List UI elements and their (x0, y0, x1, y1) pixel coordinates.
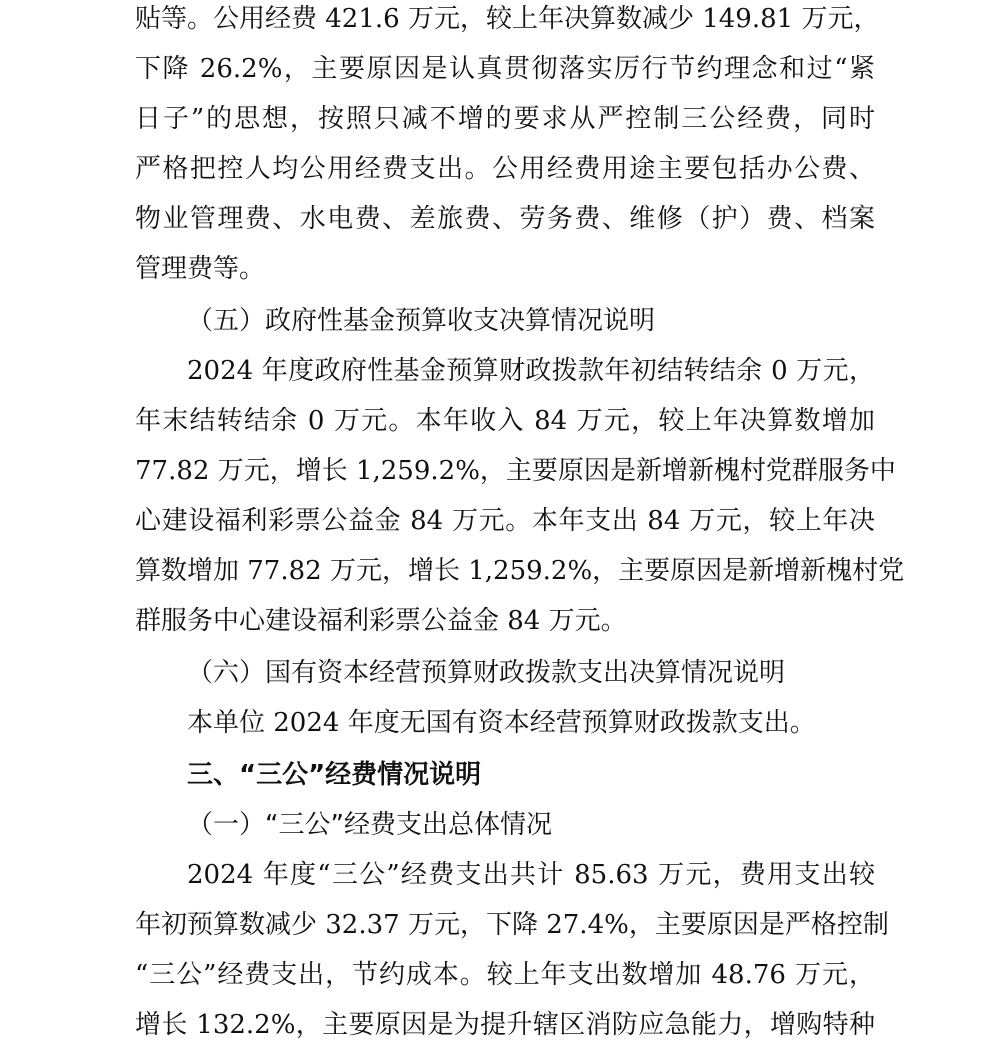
paragraph-line: 77.82 万元，增长 1,259.2%，主要原因是新增新槐村党群服务中 (135, 456, 896, 486)
paragraph-line: 增长 132.2%，主要原因是为提升辖区消防应急能力，增购特种 (135, 1010, 875, 1040)
paragraph-line: 2024 年度政府性基金预算财政拨款年初结转结余 0 万元， (187, 356, 875, 386)
paragraph-line: 本单位 2024 年度无国有资本经营预算财政拨款支出。 (187, 708, 816, 738)
paragraph-line: 群服务中心建设福利彩票公益金 84 万元。 (135, 606, 627, 636)
paragraph-line: 日子”的思想，按照只减不增的要求从严控制三公经费，同时 (135, 104, 875, 134)
paragraph-line: 2024 年度“三公”经费支出共计 85.63 万元，费用支出较 (187, 860, 875, 890)
paragraph-line: 算数增加 77.82 万元，增长 1,259.2%，主要原因是新增新槐村党 (135, 556, 905, 586)
paragraph-line: 严格把控人均公用经费支出。公用经费用途主要包括办公费、 (135, 154, 875, 184)
paragraph-line: 贴等。公用经费 421.6 万元，较上年决算数减少 149.81 万元， (135, 4, 880, 34)
paragraph-line: “三公”经费支出，节约成本。较上年支出数增加 48.76 万元， (135, 960, 875, 990)
section-heading-one: （一）“三公”经费支出总体情况 (187, 810, 552, 840)
paragraph-line: 心建设福利彩票公益金 84 万元。本年支出 84 万元，较上年决 (135, 506, 875, 536)
paragraph-line: 物业管理费、水电费、差旅费、劳务费、维修（护）费、档案 (135, 204, 875, 234)
section-heading-six: （六）国有资本经营预算财政拨款支出决算情况说明 (187, 658, 786, 688)
section-heading-five: （五）政府性基金预算收支决算情况说明 (187, 306, 656, 336)
paragraph-line: 年初预算数减少 32.37 万元，下降 27.4%，主要原因是严格控制 (135, 910, 889, 940)
paragraph-line: 管理费等。 (135, 254, 266, 284)
chapter-heading-three: 三、“三公”经费情况说明 (187, 760, 482, 790)
paragraph-line: 下降 26.2%，主要原因是认真贯彻落实厉行节约理念和过“紧 (135, 54, 875, 84)
paragraph-line: 年末结转结余 0 万元。本年收入 84 万元，较上年决算数增加 (135, 406, 875, 436)
